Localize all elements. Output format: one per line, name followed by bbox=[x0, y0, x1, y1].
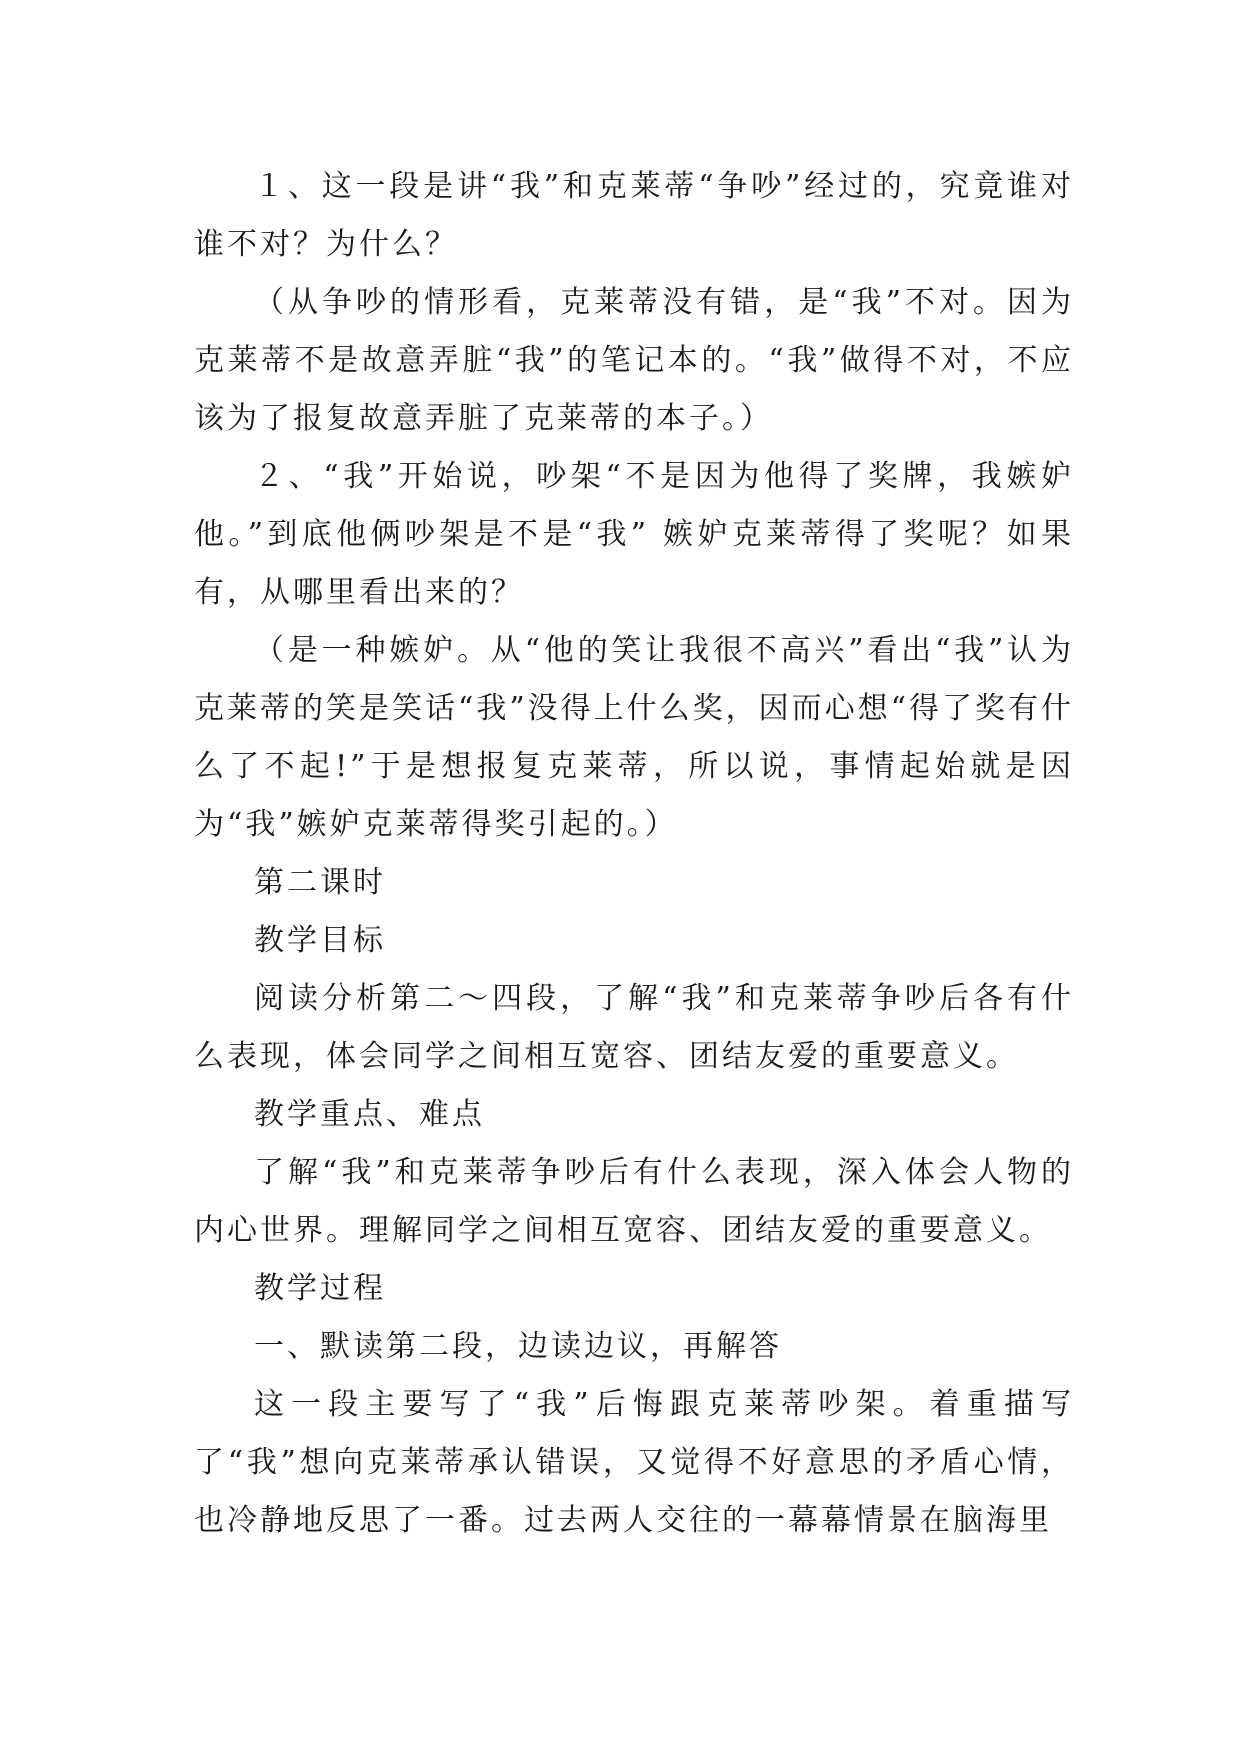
heading-key-points: 教学重点、难点 bbox=[254, 1097, 485, 1132]
paragraph-answer-1: （从争吵的情形看，克莱蒂没有错，是“我”不对。因为克莱蒂不是故意弄脏“我”的笔记本的。“我”做得不对，不应该为了报复故意弄脏了克莱蒂的本子。） bbox=[194, 285, 1074, 436]
paragraph-question-2: ２、“我”开始说，吵架“不是因为他得了奖牌，我嫉妒他。”到底他俩吵架是不是“我” 嫉妒克莱蒂得了奖呢？如果有，从哪里看出来的？ bbox=[194, 459, 1074, 610]
document-body bbox=[194, 158, 1074, 1550]
heading-second-lesson: 第二课时 bbox=[254, 865, 386, 900]
paragraph-answer-2: （是一种嫉妒。从“他的笑让我很不高兴”看出“我”认为克莱蒂的笑是笑话“我”没得上什么奖，因而心想“得了奖有什么了不起!”于是想报复克莱蒂，所以说，事情起始就是因为“我”嫉妒克莱蒂得奖引起的。） bbox=[194, 633, 1075, 842]
heading-teaching-goals: 教学目标 bbox=[254, 923, 386, 958]
paragraph-teaching-goals: 阅读分析第二～四段，了解“我”和克莱蒂争吵后各有什么表现，体会同学之间相互宽容、团结友爱的重要意义。 bbox=[194, 981, 1074, 1074]
heading-step-one: 一、默读第二段，边读边议，再解答 bbox=[254, 1329, 782, 1364]
paragraph-question-1: １、这一段是讲“我”和克莱蒂“争吵”经过的，究竟谁对谁不对？为什么？ bbox=[194, 169, 1074, 262]
paragraph-key-points: 了解“我”和克莱蒂争吵后有什么表现，深入体会人物的内心世界。理解同学之间相互宽容、团结友爱的重要意义。 bbox=[194, 1155, 1074, 1248]
paragraph-step-one: 这一段主要写了“我”后悔跟克莱蒂吵架。着重描写了“我”想向克莱蒂承认错误，又觉得不好意思的矛盾心情，也冷静地反思了一番。过去两人交往的一幕幕情景在脑海里 bbox=[194, 1387, 1074, 1538]
heading-teaching-process: 教学过程 bbox=[254, 1271, 386, 1306]
